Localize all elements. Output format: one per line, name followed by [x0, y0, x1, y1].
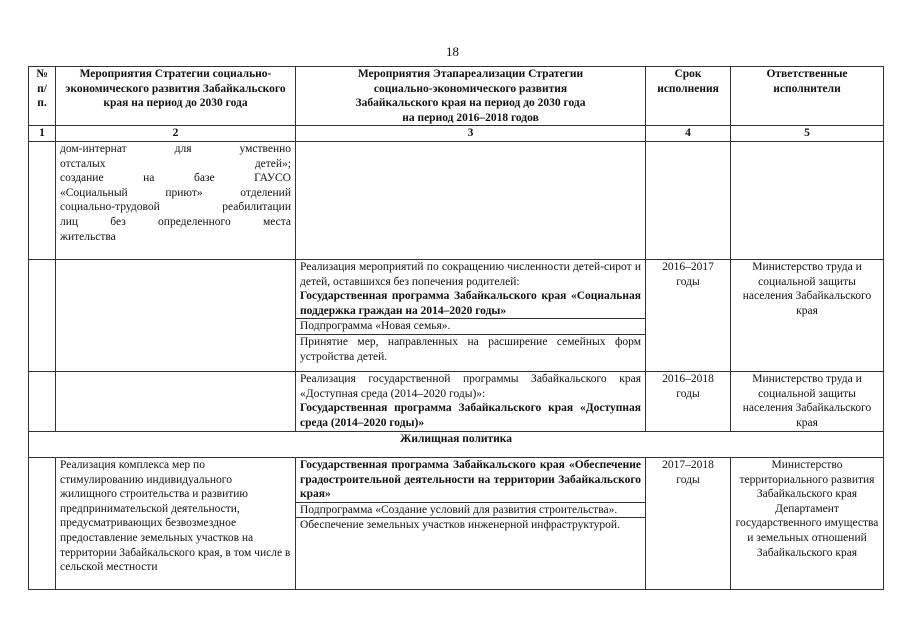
column-number: 4: [646, 126, 731, 142]
header-col-strategy: Мероприятия Стратегии социально-экономического развития Забайкальского края на период до 2030 года: [56, 67, 296, 126]
program-title: Государственная программа Забайкальского края «Доступная среда (2014–2020 годы)»: [300, 402, 641, 429]
column-number: 3: [296, 126, 646, 142]
responsible-cell: Министерство труда и социальной защиты населения Забайкальского края: [731, 259, 884, 371]
stage-measure-cell: [296, 371, 646, 431]
section-title: Жилищная политика: [29, 431, 884, 457]
responsible-cell: Министерство труда и социальной защиты населения Забайкальского края: [731, 371, 884, 431]
table-row: [29, 259, 884, 371]
term-cell: 2016–2017 годы: [646, 259, 731, 371]
column-number: 2: [56, 126, 296, 142]
column-number: 1: [29, 126, 56, 142]
header-col-stage: Мероприятия Этапареализации Стратегии социально-экономического развития Забайкальского края на период до 2030 года на период 2016–2018 годов: [296, 67, 646, 126]
table-row: [29, 371, 884, 431]
responsible-cell: Министерство территориального развития Забайкальского края Департамент государственного имущества и земельных отношений Забайкальского края: [731, 457, 884, 589]
strategy-table: [28, 66, 884, 590]
stage-measure-cell: [296, 457, 646, 589]
measure-text: Реализация государственной программы Забайкальского края «Доступная среда (2014–2020 годы)»:: [300, 372, 641, 400]
strategy-measure-text: дом-интернат для умственно отсталых детей»; создание на базе ГАУСО «Социальный приют» отделений социально-трудовой реабилитации лиц без определенного места жительства: [56, 141, 296, 259]
header-row: [29, 67, 884, 126]
table-row: [29, 457, 884, 589]
stage-measure-cell: [296, 259, 646, 371]
measure-text: Реализация мероприятий по сокращению численности детей-сирот и детей, оставшихся без попечения родителей:: [300, 260, 641, 288]
column-numbers-row: [29, 126, 884, 142]
header-col-number: № п/п.: [29, 67, 56, 126]
section-header-row: [29, 431, 884, 457]
strategy-measure-text: Реализация комплекса мер по стимулированию индивидуального жилищного строительства и развитию предпринимательской деятельности, предусматривающих безвозмездное предоставление земельных участков на территории Забайкальского края, в том числе в сельской местности: [56, 457, 296, 589]
column-number: 5: [731, 126, 884, 142]
table-row: [29, 141, 884, 259]
program-title: Государственная программа Забайкальского края «Социальная поддержка граждан на 2014–2020 годы»: [300, 290, 641, 317]
subprogram-text: Подпрограмма «Создание условий для развития строительства».: [296, 502, 645, 518]
measure-detail-text: Обеспечение земельных участков инженерной инфраструктурой.: [296, 517, 645, 533]
program-title: Государственная программа Забайкальского края «Обеспечение градостроительной деятельности на территории Забайкальского края»: [300, 458, 641, 501]
header-col-responsible: Ответственные исполнители: [731, 67, 884, 126]
header-col-term: Срок исполнения: [646, 67, 731, 126]
term-cell: 2016–2018 годы: [646, 371, 731, 431]
subprogram-text: Подпрограмма «Новая семья».: [296, 318, 645, 334]
measure-detail-text: Принятие мер, направленных на расширение семейных форм устройства детей.: [296, 334, 645, 364]
page-number: 18: [446, 44, 459, 59]
term-cell: 2017–2018 годы: [646, 457, 731, 589]
